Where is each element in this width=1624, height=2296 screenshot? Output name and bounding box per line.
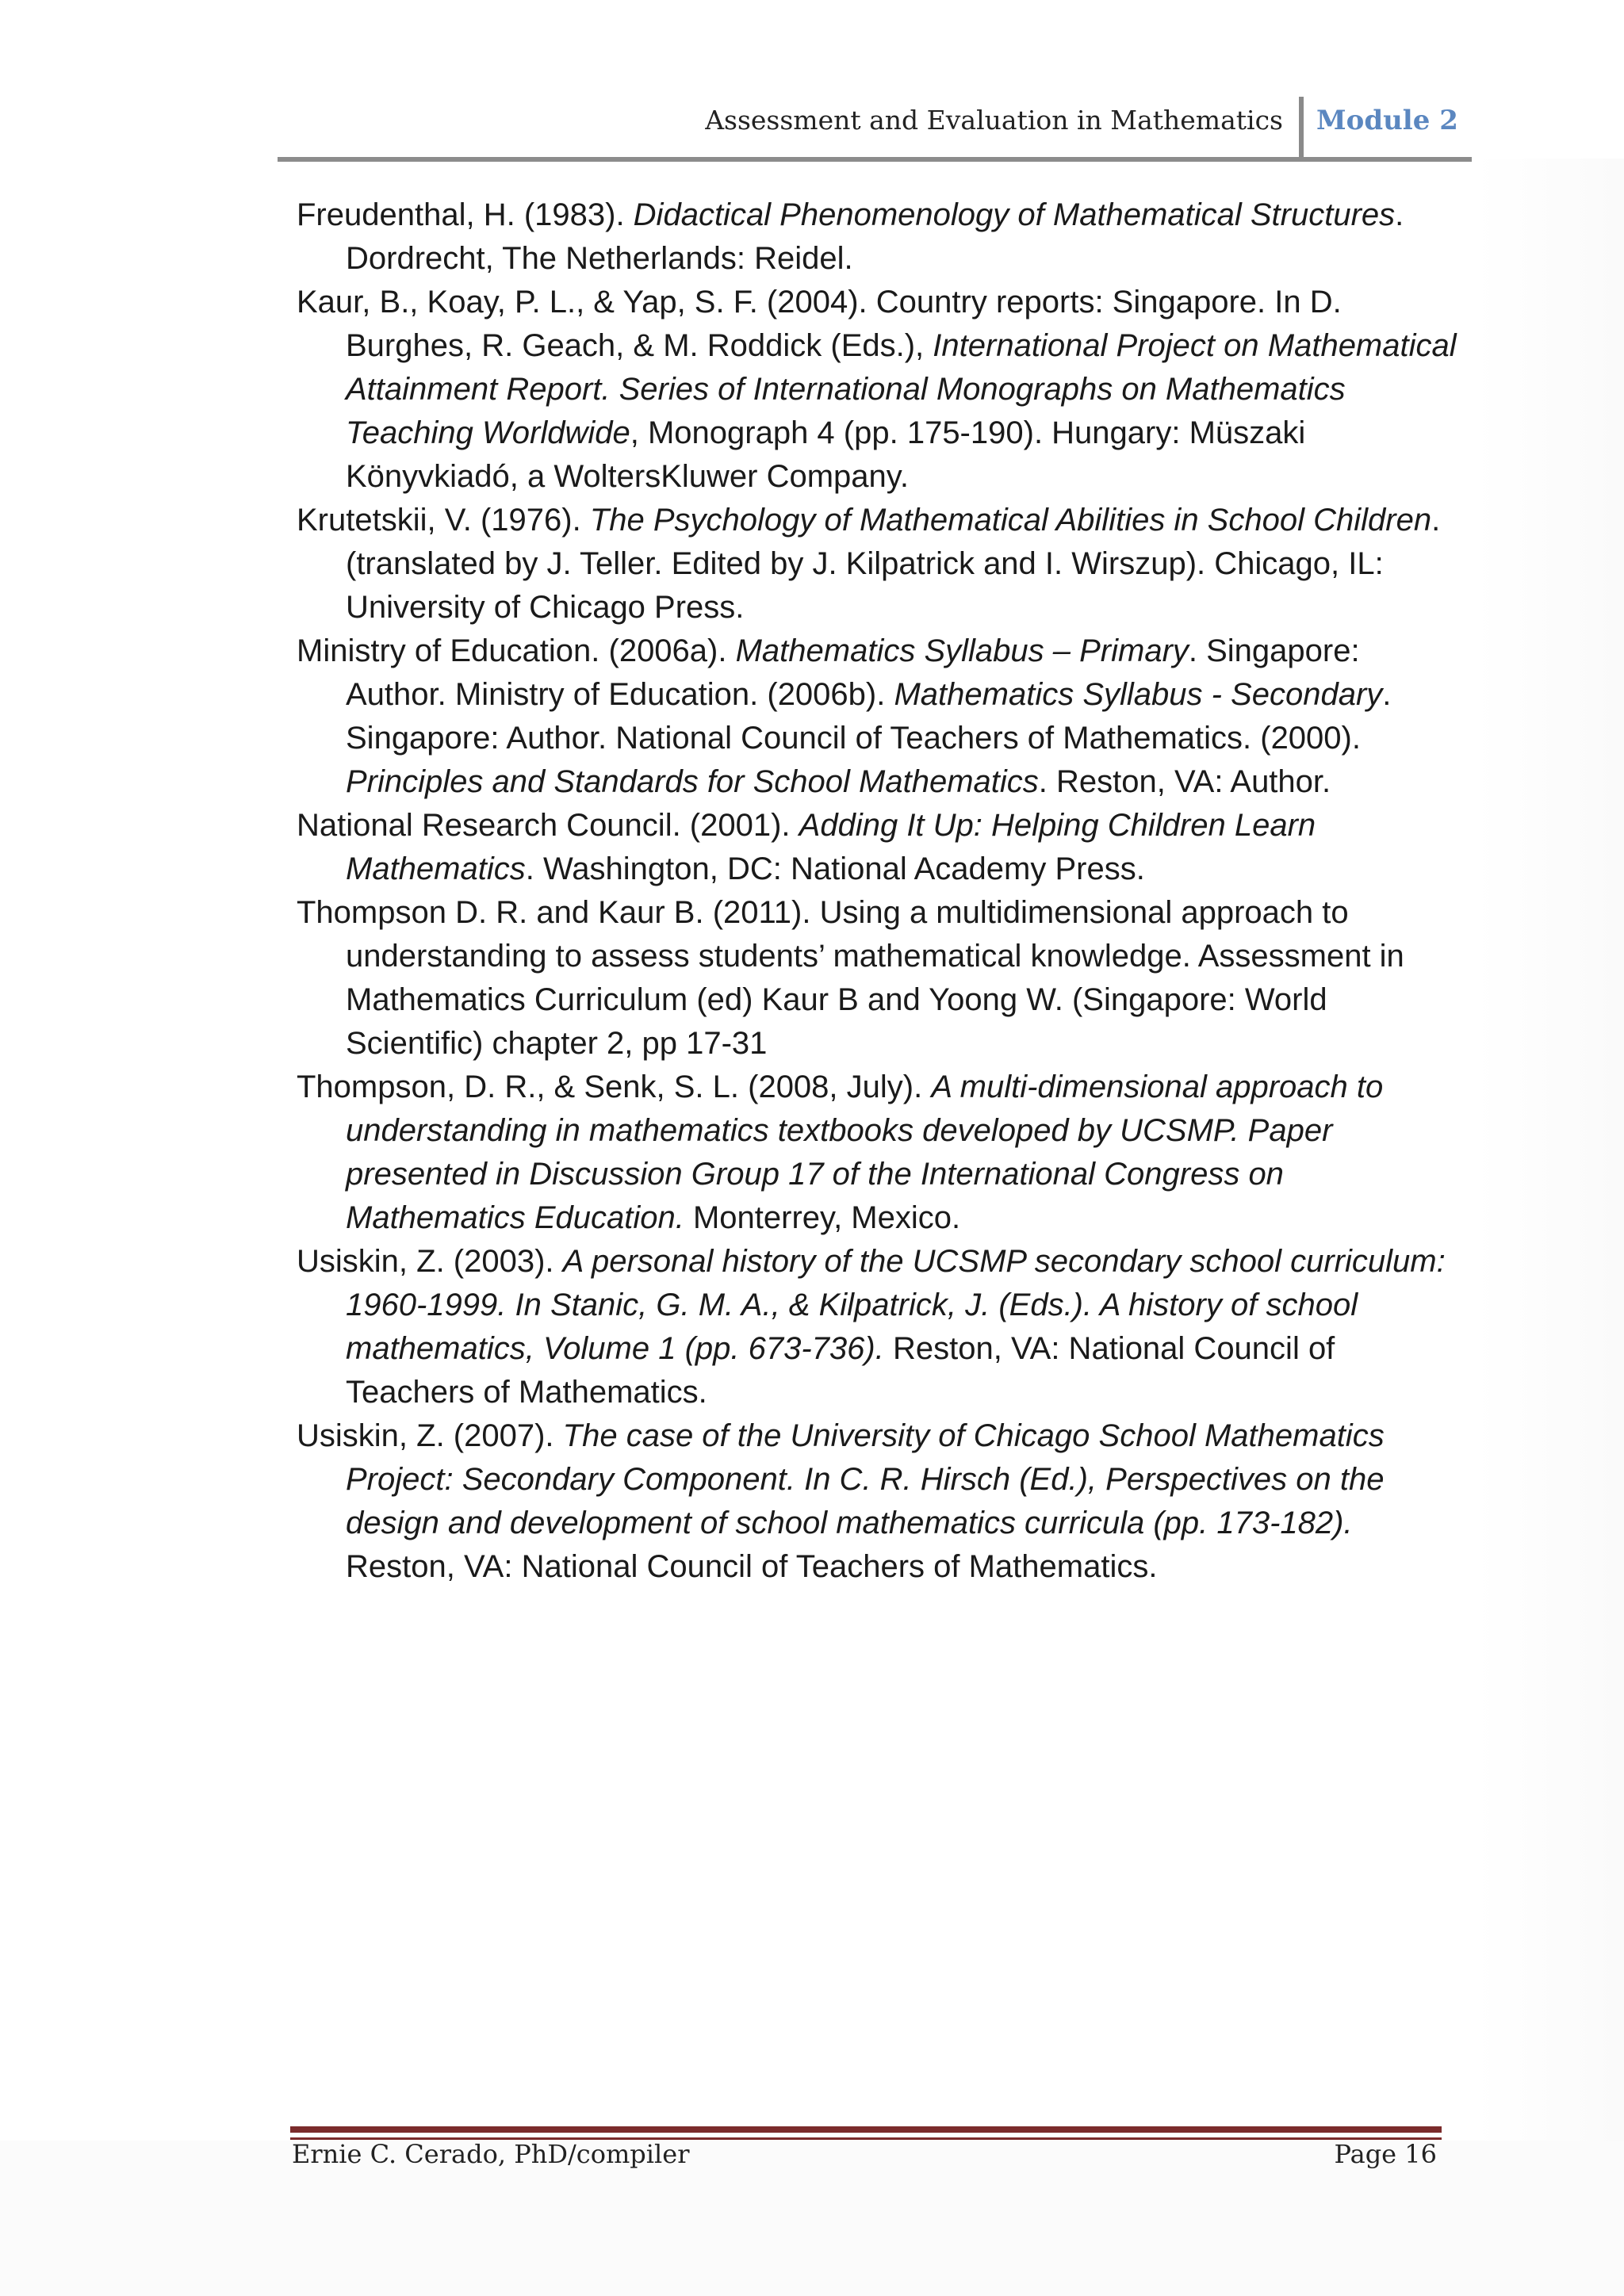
reference-entry: [297, 499, 1462, 629]
reference-text: Reston, VA: National Council of Teachers of Mathematics.: [346, 1331, 1335, 1410]
reference-text: Usiskin, Z. (2007).: [297, 1418, 563, 1453]
reference-entry: [297, 629, 1462, 804]
reference-text: Thompson D. R. and Kaur B. (2011). Using a multidimensional approach to understanding to assess students’ mathematical knowledge. Assessment in Mathematics Curriculum (ed) Kaur B and Yoong W. (Singapore: World Scientific) chapter 2, pp 17-31: [297, 895, 1404, 1061]
reference-text: Thompson, D. R., & Senk, S. L. (2008, July).: [297, 1070, 932, 1104]
reference-title-italic: Didactical Phenomenology of Mathematical Structures: [633, 197, 1396, 232]
reference-list: [297, 193, 1462, 1589]
page-shadow: [1475, 159, 1624, 2296]
reference-title-italic: Adding It Up: Helping Children Learn Mathematics: [346, 808, 1316, 886]
reference-title-italic: A multi-dimensional approach to understanding in mathematics textbooks developed by UCSMP. Paper presented in Discussion Group 17 of the International Congress on Mathematics Education.: [346, 1070, 1384, 1235]
header-module-label: Module 2: [1316, 105, 1458, 136]
reference-text: Ministry of Education. (2006a).: [297, 633, 736, 668]
reference-entry: [297, 193, 1462, 281]
reference-text: . Singapore: Author. Ministry of Education. (2006b).: [346, 633, 1360, 712]
reference-text: . Washington, DC: National Academy Press.: [525, 851, 1145, 886]
reference-title-italic: The case of the University of Chicago School Mathematics Project: Secondary Component. In C. R. Hirsch (Ed.), Perspectives on the design and development of school mathematics curricula (pp. 173-182).: [346, 1418, 1385, 1540]
reference-text: Monterrey, Mexico.: [684, 1200, 961, 1235]
reference-title-italic: International Project on Mathematical Attainment Report. Series of International Monographs on Mathematics Teaching Worldwide: [346, 328, 1457, 450]
reference-text: Reston, VA: National Council of Teachers of Mathematics.: [346, 1549, 1158, 1584]
reference-text: Krutetskii, V. (1976).: [297, 503, 590, 538]
reference-text: , Monograph 4 (pp. 175-190). Hungary: Müszaki Könyvkiadó, a WoltersKluwer Company.: [346, 415, 1306, 494]
reference-text: National Research Council. (2001).: [297, 808, 799, 843]
header-title: Assessment and Evaluation in Mathematics: [705, 105, 1283, 136]
reference-text: . Singapore: Author. National Council of Teachers of Mathematics. (2000).: [346, 677, 1392, 756]
footer-page-number: Page 16: [1334, 2139, 1437, 2169]
reference-entry: [297, 891, 1462, 1066]
reference-entry: [297, 1414, 1462, 1589]
footer-author: Ernie C. Cerado, PhD/compiler: [292, 2139, 690, 2169]
reference-text: Freudenthal, H. (1983).: [297, 197, 634, 232]
reference-title-italic: Principles and Standards for School Mathematics: [346, 764, 1039, 799]
reference-title-italic: Mathematics Syllabus – Primary: [735, 633, 1189, 668]
reference-text: Kaur, B., Koay, P. L., & Yap, S. F. (2004). Country reports: Singapore. In D. Burghes, R. Geach, & M. Roddick (Eds.),: [297, 285, 1342, 363]
reference-entry: [297, 281, 1462, 499]
reference-text: . Dordrecht, The Netherlands: Reidel.: [346, 197, 1404, 276]
reference-text: . (translated by J. Teller. Edited by J. Kilpatrick and I. Wirszup). Chicago, IL: University of Chicago Press.: [346, 503, 1441, 625]
header-rule: [278, 157, 1472, 162]
reference-entry: [297, 1066, 1462, 1240]
reference-title-italic: The Psychology of Mathematical Abilities in School Children: [589, 503, 1432, 538]
reference-text: . Reston, VA: Author.: [1038, 764, 1331, 799]
footer-rule: [290, 2126, 1442, 2133]
reference-title-italic: Mathematics Syllabus - Secondary: [894, 677, 1383, 712]
reference-title-italic: A personal history of the UCSMP secondary school curriculum: 1960-1999. In Stanic, G. M. A., & Kilpatrick, J. (Eds.). A history of school mathematics, Volume 1 (pp. 673-736).: [346, 1244, 1446, 1366]
header-divider: [1299, 97, 1304, 159]
reference-entry: [297, 1240, 1462, 1414]
reference-entry: [297, 804, 1462, 891]
reference-text: Usiskin, Z. (2003).: [297, 1244, 563, 1279]
